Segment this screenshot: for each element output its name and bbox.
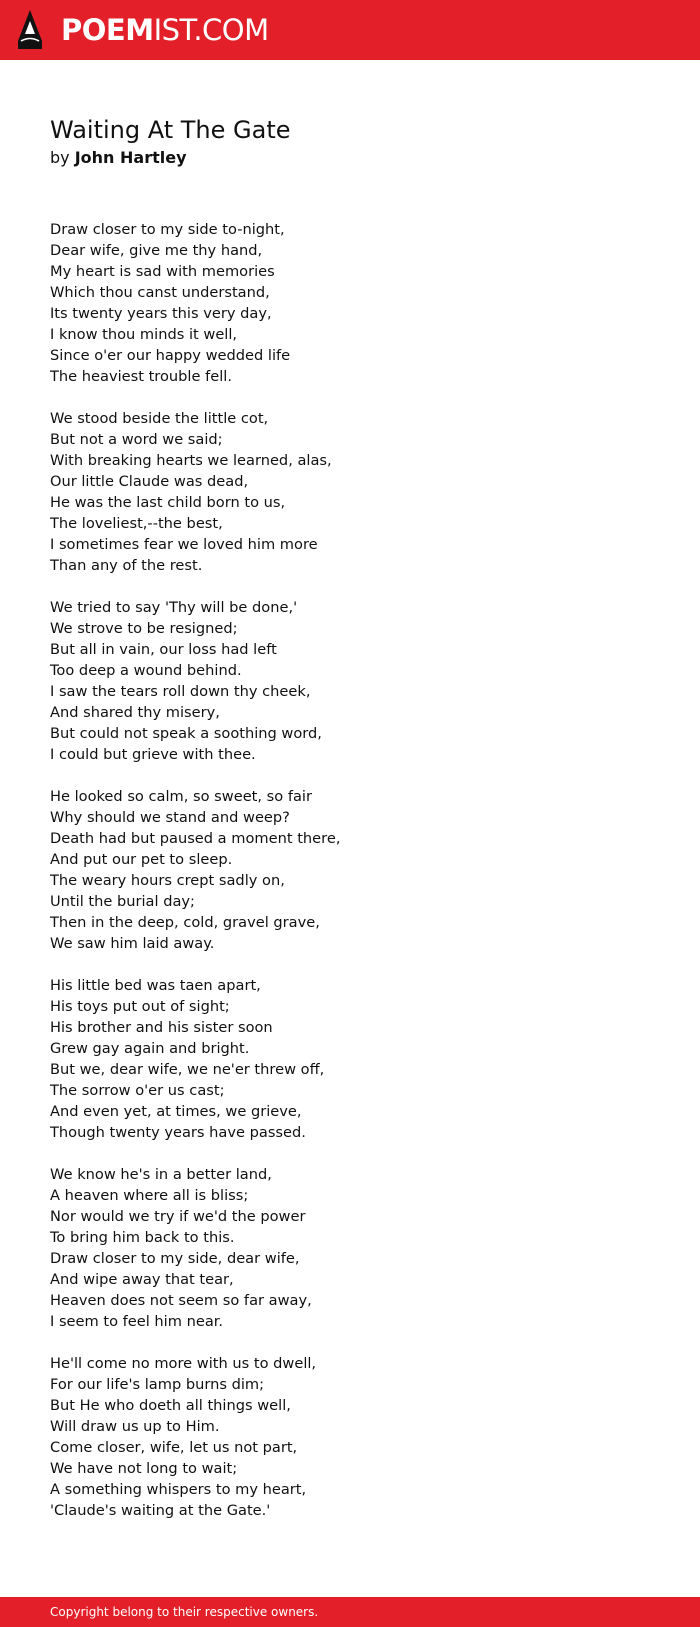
copyright-text: Copyright belong to their respective owners. (50, 1605, 319, 1619)
poem-line: Why should we stand and weep? (50, 809, 290, 826)
poem-line: Dear wife, give me thy hand, (50, 242, 263, 259)
poem-body (50, 219, 650, 1542)
site-footer (0, 1597, 700, 1627)
poem-line: And shared thy misery, (50, 704, 220, 721)
poem-line: He'll come no more with us to dwell, (50, 1355, 317, 1372)
poem-line: But we, dear wife, we ne'er threw off, (50, 1061, 325, 1078)
poem-line: His little bed was taen apart, (50, 977, 261, 994)
site-logo-link[interactable] (61, 11, 269, 49)
poem-line: For our life's lamp burns dim; (50, 1376, 265, 1393)
poem-line: With breaking hearts we learned, alas, (50, 452, 332, 469)
poem-line: The weary hours crept sadly on, (50, 872, 285, 889)
poem-line: Draw closer to my side, dear wife, (50, 1250, 300, 1267)
stanza (50, 408, 650, 576)
poem-line: Which thou canst understand, (50, 284, 270, 301)
poem-line: Too deep a wound behind. (50, 662, 242, 679)
poem-line: We strove to be resigned; (50, 620, 238, 637)
poem-line: Grew gay again and bright. (50, 1040, 250, 1057)
poem-line: Nor would we try if we'd the power (50, 1208, 306, 1225)
poem-line: And wipe away that tear, (50, 1271, 234, 1288)
poem-line: Until the burial day; (50, 893, 195, 910)
stanza (50, 1164, 650, 1332)
stanza (50, 786, 650, 954)
stanza (50, 219, 650, 387)
poem-line: The loveliest,--the best, (50, 515, 223, 532)
pencil-icon (16, 9, 44, 51)
poem-line: Draw closer to my side to-night, (50, 221, 285, 238)
poem-line: But not a word we said; (50, 431, 223, 448)
poem-line: My heart is sad with memories (50, 263, 275, 280)
poem-line: The sorrow o'er us cast; (50, 1082, 225, 1099)
author-link[interactable]: John Hartley (74, 148, 187, 167)
stanza (50, 597, 650, 765)
poem-line: Will draw us up to Him. (50, 1418, 220, 1435)
poem-line: We saw him laid away. (50, 935, 215, 952)
poem-line: Come closer, wife, let us not part, (50, 1439, 298, 1456)
poem-line: His toys put out of sight; (50, 998, 230, 1015)
poem-line: But He who doeth all things well, (50, 1397, 291, 1414)
byline (50, 147, 187, 169)
stanza (50, 975, 650, 1143)
poem-line: We stood beside the little cot, (50, 410, 269, 427)
poem-line: I could but grieve with thee. (50, 746, 256, 763)
poem-line: We know he's in a better land, (50, 1166, 272, 1183)
poem-line: And put our pet to sleep. (50, 851, 233, 868)
poem-line: He was the last child born to us, (50, 494, 286, 511)
poem-line: We have not long to wait; (50, 1460, 238, 1477)
logo-light-text: IST.COM (153, 13, 269, 47)
poem-line: But all in vain, our loss had left (50, 641, 277, 658)
poem-line: He looked so calm, so sweet, so fair (50, 788, 312, 805)
poem-line: 'Claude's waiting at the Gate.' (50, 1502, 271, 1519)
poem-line: I seem to feel him near. (50, 1313, 224, 1330)
poem-line: Though twenty years have passed. (50, 1124, 306, 1141)
poem-line: Then in the deep, cold, gravel grave, (50, 914, 320, 931)
by-prefix: by (50, 148, 70, 167)
poem-line: The heaviest trouble fell. (50, 368, 232, 385)
poem-line: We tried to say 'Thy will be done,' (50, 599, 298, 616)
poem-title: Waiting At The Gate (50, 116, 291, 144)
logo-bold-text: POEM (61, 13, 154, 47)
poem-line: His brother and his sister soon (50, 1019, 273, 1036)
poem-line: To bring him back to this. (50, 1229, 235, 1246)
poem-line: A heaven where all is bliss; (50, 1187, 249, 1204)
stanza (50, 1353, 650, 1521)
poem-line: Its twenty years this very day, (50, 305, 272, 322)
poem-line: I know thou minds it well, (50, 326, 238, 343)
poem-line: Since o'er our happy wedded life (50, 347, 291, 364)
poem-line: But could not speak a soothing word, (50, 725, 322, 742)
poem-line: Heaven does not seem so far away, (50, 1292, 312, 1309)
poem-line: I saw the tears roll down thy cheek, (50, 683, 311, 700)
poem-line: Than any of the rest. (50, 557, 203, 574)
poem-line: I sometimes fear we loved him more (50, 536, 318, 553)
poem-line: And even yet, at times, we grieve, (50, 1103, 302, 1120)
site-header (0, 0, 700, 60)
poem-line: Our little Claude was dead, (50, 473, 249, 490)
poem-line: Death had but paused a moment there, (50, 830, 341, 847)
poem-line: A something whispers to my heart, (50, 1481, 307, 1498)
